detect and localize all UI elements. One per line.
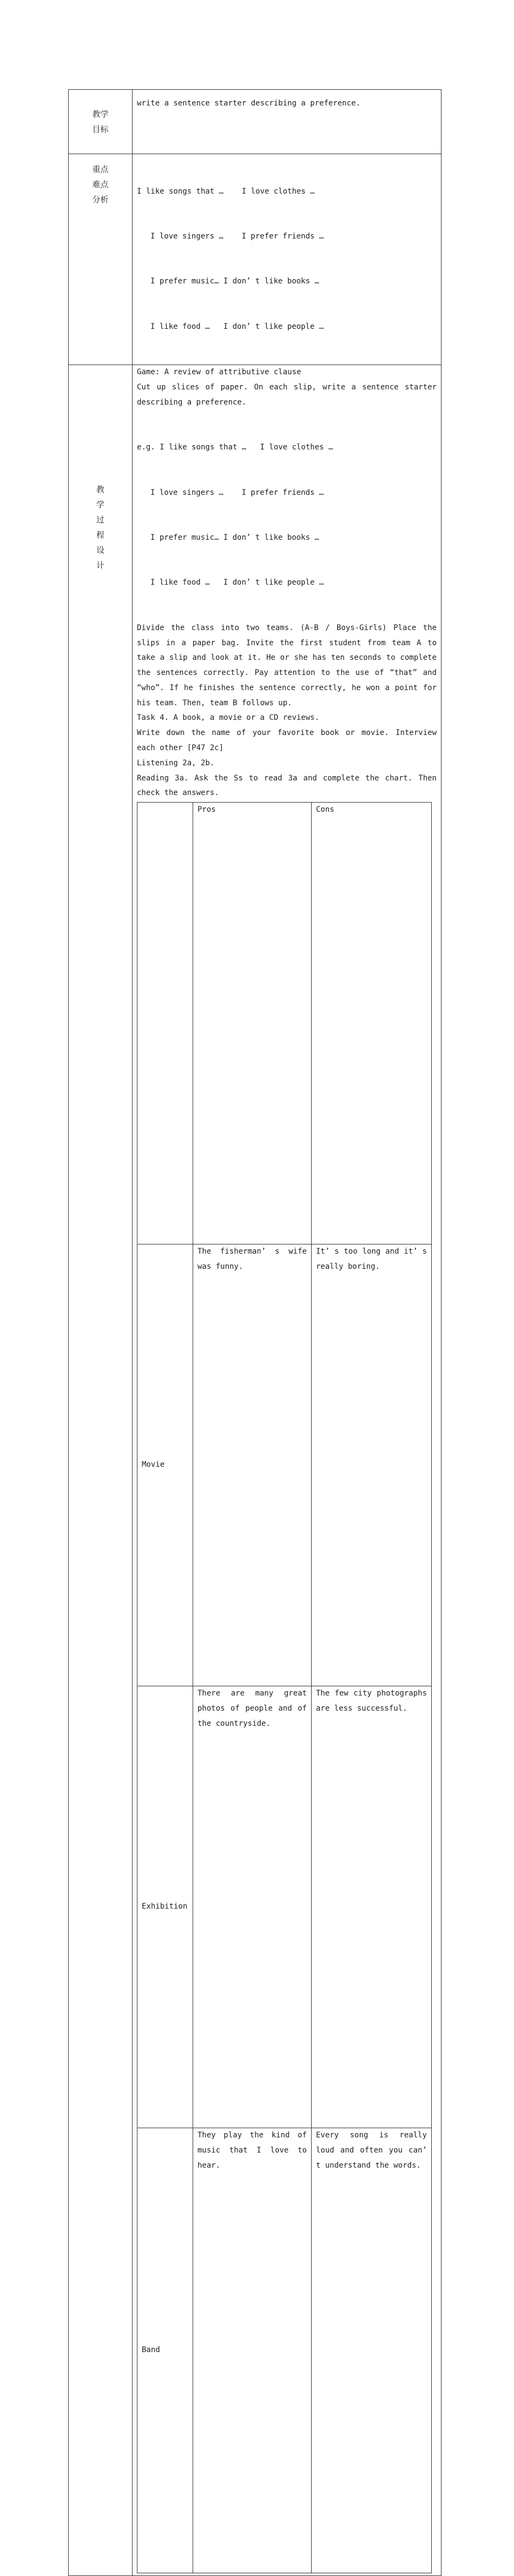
chart-pros-cell: The fisherman’ s wife was funny.	[193, 1244, 312, 1686]
process-label-line: 计	[96, 560, 104, 571]
objectives-row	[69, 90, 441, 154]
key-points-label-line: 分析	[92, 194, 109, 204]
chart-header-row	[137, 803, 432, 1244]
objectives-content-cell	[133, 90, 441, 154]
lesson-plan-table	[68, 89, 441, 2576]
chart-header-cell: Cons	[312, 803, 432, 1244]
chart-row	[137, 1244, 432, 1686]
process-label-line: 设	[96, 545, 104, 555]
objectives-label-line: 教学	[92, 109, 109, 119]
key-points-content-cell	[133, 154, 441, 365]
process-label-line: 教	[96, 485, 104, 495]
task4-line: Task 4. A book, a movie or a CD reviews.	[137, 713, 320, 723]
key-points-line: I love singers … I prefer friends …	[150, 231, 324, 241]
chart-cons-cell: It’ s too long and it’ s really boring.	[312, 1244, 432, 1686]
process-label-line: 过	[96, 515, 104, 525]
key-points-label-cell	[69, 154, 133, 365]
process-label-cell	[69, 365, 133, 2576]
process-row	[69, 365, 441, 2576]
process-label-line: 程	[96, 530, 104, 540]
objectives-label-line: 目标	[92, 124, 109, 134]
key-points-line: I like songs that … I love clothes …	[137, 187, 315, 196]
divide-paragraph: Divide the class into two teams. (A-B / Boys-Girls) Place the slips in a paper bag. Invite the first student from team A to take a slip and look at it. He or she has ten seconds to complete the sentences correctly. Pay attention to the use of “that” and “who”. If he finishes the sentence correctly, he won a point for his team. Then, team B follows up.	[137, 623, 437, 707]
process-label-line: 学	[96, 500, 104, 510]
example-line: e.g. I like songs that … I love clothes …	[137, 443, 333, 452]
objectives-label-cell	[69, 90, 133, 154]
reading-paragraph: Reading 3a. Ask the Ss to read 3a and complete the chart. Then check the answers.	[137, 773, 437, 798]
key-points-line: I prefer music… I don’ t like books …	[150, 277, 319, 286]
chart-item-cell: Exhibition	[137, 1686, 193, 2128]
key-points-label-line: 难点	[92, 179, 109, 189]
example-line: I prefer music… I don’ t like books …	[150, 533, 319, 542]
example-line: I love singers … I prefer friends …	[150, 488, 324, 497]
chart-item-cell: Band	[137, 2128, 193, 2573]
objectives-text: write a sentence starter describing a preference.	[137, 99, 361, 108]
chart-row	[137, 1686, 432, 2128]
chart-pros-cell: There are many great photos of people and of the countryside.	[193, 1686, 312, 2128]
example-line: I like food … I don’ t like people …	[150, 578, 324, 587]
chart-row	[137, 2128, 432, 2573]
reviews-chart	[137, 802, 432, 2573]
process-content-cell	[133, 365, 441, 2576]
chart-cons-cell: Every song is really loud and often you can’ t understand the words.	[312, 2128, 432, 2573]
key-points-line: I like food … I don’ t like people …	[150, 322, 324, 331]
key-points-label-line: 重点	[92, 164, 109, 174]
game-title: Game: A review of attributive clause	[137, 368, 301, 377]
chart-header-cell: Pros	[193, 803, 312, 1244]
chart-pros-cell: They play the kind of music that I love to hear.	[193, 2128, 312, 2573]
chart-item-cell: Movie	[137, 1244, 193, 1686]
chart-cons-cell: The few city photographs are less successful.	[312, 1686, 432, 2128]
game-instruction: Cut up slices of paper. On each slip, write a sentence starter describing a preference.	[137, 382, 437, 407]
write-down-paragraph: Write down the name of your favorite book or movie. Interview each other [P47 2c]	[137, 729, 437, 753]
chart-header-cell	[137, 803, 193, 1244]
listening-line: Listening 2a, 2b.	[137, 758, 215, 767]
key-points-row	[69, 154, 441, 365]
